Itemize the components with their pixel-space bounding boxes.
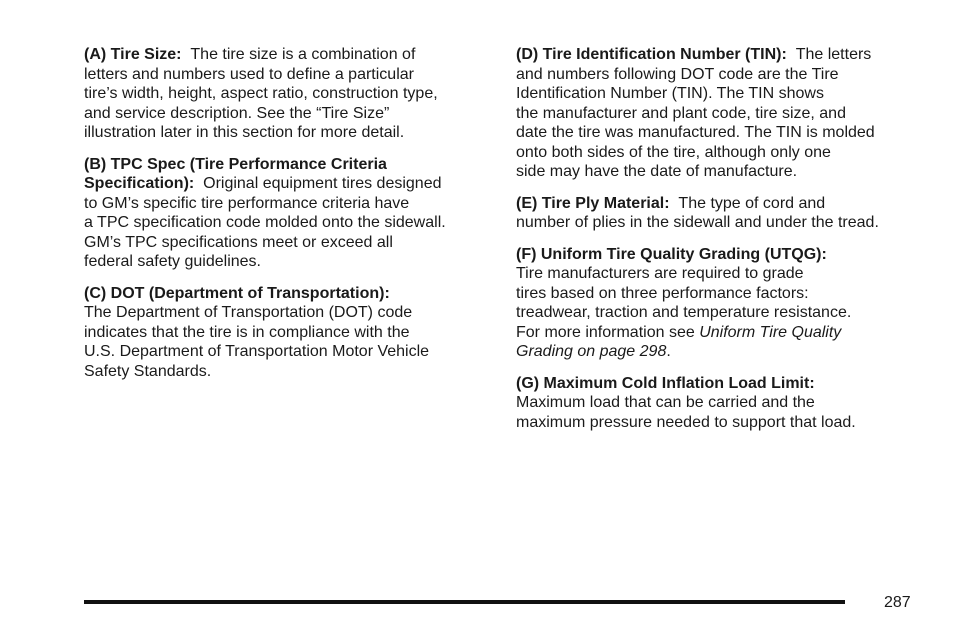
tpc-spec-heading-line1: (B) TPC Spec (Tire Performance Criteria	[84, 155, 387, 173]
dot-text-line: Safety Standards.	[84, 362, 212, 380]
tin-text-line: side may have the date of manufacture.	[516, 163, 798, 180]
utqg-ref-prefix: For more information see	[516, 323, 695, 341]
cold-inflation-heading: (G) Maximum Cold Inflation Load Limit:	[516, 374, 815, 392]
footer-rule	[84, 600, 845, 604]
left-column	[84, 45, 494, 393]
utqg-heading: (F) Uniform Tire Quality Grading (UTQG):	[516, 245, 827, 263]
tin-text-line: and numbers following DOT code are the Tire	[516, 65, 839, 83]
tpc-spec-heading-line2: Specification):	[84, 175, 195, 192]
tire-size-paragraph	[84, 45, 494, 143]
dot-text-line: U.S. Department of Transportation Motor Vehicle	[84, 343, 430, 360]
tpc-spec-text-line: federal safety guidelines.	[84, 253, 261, 270]
utqg-ref-link-part1[interactable]: Uniform Tire Quality	[699, 323, 842, 341]
tin-text-line: onto both sides of the tire, although only one	[516, 143, 831, 161]
tire-size-text-line: letters and numbers used to define a particular	[84, 65, 414, 83]
utqg-text-line: Tire manufacturers are required to grade	[516, 265, 804, 282]
tire-size-text-line: tire’s width, height, aspect ratio, construction type,	[84, 85, 438, 102]
ply-material-paragraph	[516, 194, 926, 233]
cold-inflation-text-line: maximum pressure needed to support that load.	[516, 413, 856, 431]
dot-text-line: The Department of Transportation (DOT) code	[84, 304, 413, 321]
cold-inflation-text-line: Maximum load that can be carried and the	[516, 394, 815, 411]
tin-text-line: Identification Number (TIN). The TIN shows	[516, 85, 824, 102]
tin-heading: (D) Tire Identification Number (TIN):	[516, 46, 787, 63]
tpc-spec-second-line	[84, 174, 494, 194]
dot-text-line: indicates that the tire is in compliance with the	[84, 323, 410, 341]
tire-size-first-line	[84, 45, 494, 65]
utqg-text-line: treadwear, traction and temperature resistance.	[516, 304, 852, 321]
tpc-spec-text-line: GM’s TPC specifications meet or exceed all	[84, 233, 393, 251]
tin-text-line: date the tire was manufactured. The TIN is molded	[516, 124, 875, 141]
tire-size-text-line: The tire size is a combination of	[190, 46, 416, 63]
utqg-ref-suffix: .	[666, 343, 671, 360]
tin-first-line	[516, 45, 926, 65]
tpc-spec-text-line: a TPC specification code molded onto the sidewall.	[84, 214, 446, 231]
ply-material-first-line	[516, 194, 926, 214]
tpc-spec-text-line: Original equipment tires designed	[203, 175, 442, 192]
tpc-spec-paragraph	[84, 155, 494, 272]
utqg-paragraph	[516, 245, 926, 362]
utqg-reference-line2	[516, 342, 926, 362]
page-number: 287	[884, 594, 911, 611]
tire-size-text-line: and service description. See the “Tire Size”	[84, 104, 390, 122]
tire-size-heading: (A) Tire Size:	[84, 46, 182, 63]
tpc-spec-text-line: to GM’s specific tire performance criteria have	[84, 194, 410, 212]
ply-material-text-line: The type of cord and	[678, 194, 826, 212]
utqg-reference-line	[516, 323, 926, 343]
tire-size-text-line: illustration later in this section for more detail.	[84, 124, 405, 141]
dot-paragraph	[84, 284, 494, 382]
right-column	[516, 45, 926, 444]
ply-material-heading: (E) Tire Ply Material:	[516, 194, 670, 212]
utqg-text-line: tires based on three performance factors:	[516, 284, 809, 302]
ply-material-text-line: number of plies in the sidewall and under the tread.	[516, 214, 879, 231]
utqg-ref-link-part2[interactable]: Grading on page 298	[516, 343, 667, 360]
dot-heading: (C) DOT (Department of Transportation):	[84, 284, 390, 302]
cold-inflation-paragraph	[516, 374, 926, 433]
tin-text-line: the manufacturer and plant code, tire size, and	[516, 104, 846, 122]
tin-paragraph	[516, 45, 926, 182]
tin-text-line: The letters	[795, 46, 872, 63]
